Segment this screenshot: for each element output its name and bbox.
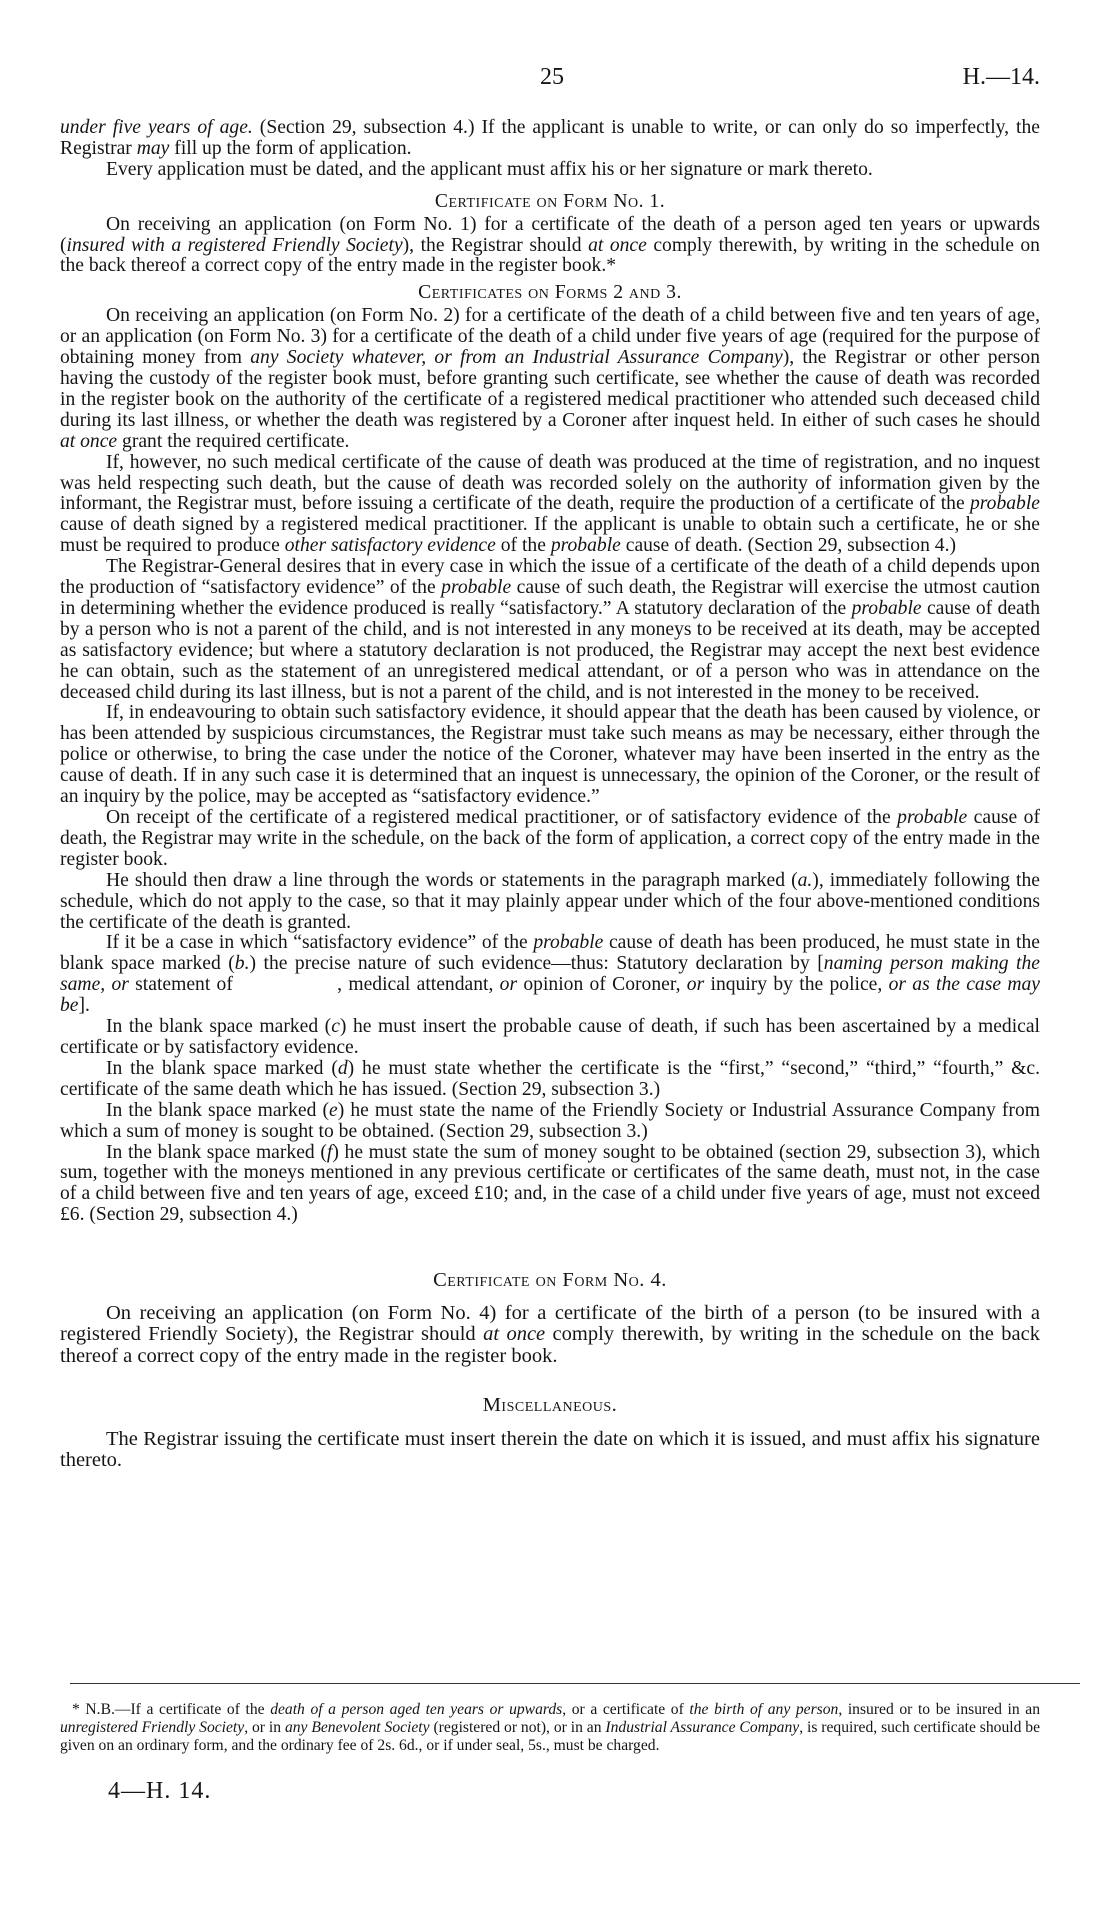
section-heading: Miscellaneous. [482,1394,618,1417]
page-header [60,0,1040,90]
paragraph: He should then draw a line through the words or statements in the paragraph marked (a.), immediately following the schedule, which do not apply to the case, so that it may plainly appear under which of the four above-mentioned conditions the certificate of the death is granted. [60,869,1040,933]
paragraph: On receiving an application (on Form No. 4) for a certificate of the birth of a person (to be insured with a registered Friendly Society), the Registrar should at once comply therewith, by writing in the schedule on the back thereof a correct copy of the entry made in the register book. [60,1301,1040,1367]
paragraph: under five years of age. (Section 29, subsection 4.) If the applicant is unable to write, or can only do so imperfectly, the Registrar may fill up the form of application. [60,117,1040,159]
document-page [60,0,1041,1804]
paragraph: If, however, no such medical certificate of the cause of death was produced at the time of registration, and no inquest was held respecting such death, but the cause of death was recorded solely on the authority of information given by the informant, the Registrar must, before issuing a certificate of the death, require the production of a certificate of the probable cause of death signed by a registered medical practitioner. If the applicant is unable to obtain such a certificate, he or she must be required to produce other satisfactory evidence of the probable cause of death. (Section 29, subsection 4.) [60,451,1040,557]
paragraph: On receipt of the certificate of a registered medical practitioner, or of satisfactory evidence of the probable cause of death, the Registrar may write in the schedule, on the back of the form of application, a correct copy of the entry made in the register book. [60,807,1040,870]
footnote: * N.B.—If a certificate of the death of a person aged ten years or upwards, or a certificate of the birth of any person, insured or to be insured in an unregistered Friendly Society, or in any Benevolent Society (registered or not), or in an Industrial Assurance Company, is required, such certificate should be given on an ordinary form, and the ordinary fee of 2s. 6d., or if under seal, 5s., must be charged. [60,1701,1040,1754]
footnote-divider [70,1683,1080,1684]
paragraph: If it be a case in which “satisfactory evidence” of the probable cause of death has been produced, he must state in the blank space marked (b.) the precise nature of such evidence—thus: Statutory declaration by [naming person making the same, or statement of , medical attendant, or opinion of Coroner, or inquiry by the police, or as the case may be]. [60,932,1040,1017]
document-reference: H.—14. [962,64,1040,90]
paragraph: The Registrar-General desires that in every case in which the issue of a certificate of the death of a child depends upon the production of “satisfactory evidence” of the probable cause of such death, the Registrar will exercise the utmost caution in determining whether the evidence produced is really “satisfactory.” A statutory declaration of the probable cause of death by a person who is not a parent of the child, and is not interested in any moneys to be received at its death, may be accepted as satisfactory evidence; but where a statutory declaration is not produced, the Registrar may accept the next best evidence he can obtain, such as the statement of an unregistered medical attendant, or of a person who was in attendance on the deceased child during its last illness, but is not a parent of the child, and is not interested in the money to be received. [60,556,1040,703]
paragraph: In the blank space marked (c) he must insert the probable cause of death, if such has been ascertained by a medical certificate or by satisfactory evidence. [60,1016,1040,1058]
paragraph: On receiving an application (on Form No. 2) for a certificate of the death of a child between five and ten years of age, or an application (on Form No. 3) for a certificate of the death of a child under five years of age (required for the purpose of obtaining money from any Society whatever, or from an Industrial Assurance Company), the Registrar or other person having the custody of the register book must, before granting such certificate, see whether the cause of death was recorded in the register book on the authority of the certificate of a registered medical practitioner who attended such deceased child during its last illness, or whether the death was registered by a Coroner after inquest held. In either of such cases he should at once grant the required certificate. [60,305,1041,452]
paragraph: If, in endeavouring to obtain such satisfactory evidence, it should appear that the death has been caused by violence, or has been attended by suspicious circumstances, the Registrar must take such means as may be necessary, either through the police or otherwise, to bring the case under the notice of the Coroner, whatever may have been inserted in the entry as the cause of death. If in any such case it is determined that an inquest is unnecessary, the opinion of the Coroner, or the result of an inquiry by the police, may be accepted as “satisfactory evidence.” [60,702,1040,808]
paragraph: Every application must be dated, and the applicant must affix his or her signature or mark thereto. [106,158,873,180]
body-text [60,118,1040,1472]
paragraph: On receiving an application (on Form No. 1) for a certificate of the death of a person aged ten years or upwards (insured with a registered Friendly Society), the Registrar should at once comply therewith, by writing in the schedule on the back thereof a correct copy of the entry made in the register book.* [60,213,1040,277]
section-heading: Certificates on Forms 2 and 3. [418,282,682,304]
paragraph: In the blank space marked (f) he must state the sum of money sought to be obtained (section 29, subsection 3), which sum, together with the moneys mentioned in any previous certificate or certificates of the same death, must not, in the case of a child between five and ten years of age, exceed £10; and, in the case of a child under five years of age, must not exceed £6. (Section 29, subsection 4.) [60,1141,1040,1226]
paragraph: In the blank space marked (d) he must state whether the certificate is the “first,” “second,” “third,” “fourth,” &c. certificate of the same death which he has issued. (Section 29, subsection 3.) [60,1057,1041,1100]
paragraph: In the blank space marked (e) he must state the name of the Friendly Society or Industrial Assurance Company from which a sum of money is sought to be obtained. (Section 29, subsection 3.) [60,1099,1040,1142]
section-heading: Certificate on Form No. 1. [434,190,666,212]
paragraph: The Registrar issuing the certificate must insert therein the date on which it is issued, and must affix his signature thereto. [60,1427,1040,1472]
page-number: 25 [540,64,564,90]
section-heading: Certificate on Form No. 4. [433,1269,667,1292]
signature-mark: 4—H. 14. [108,1778,212,1804]
